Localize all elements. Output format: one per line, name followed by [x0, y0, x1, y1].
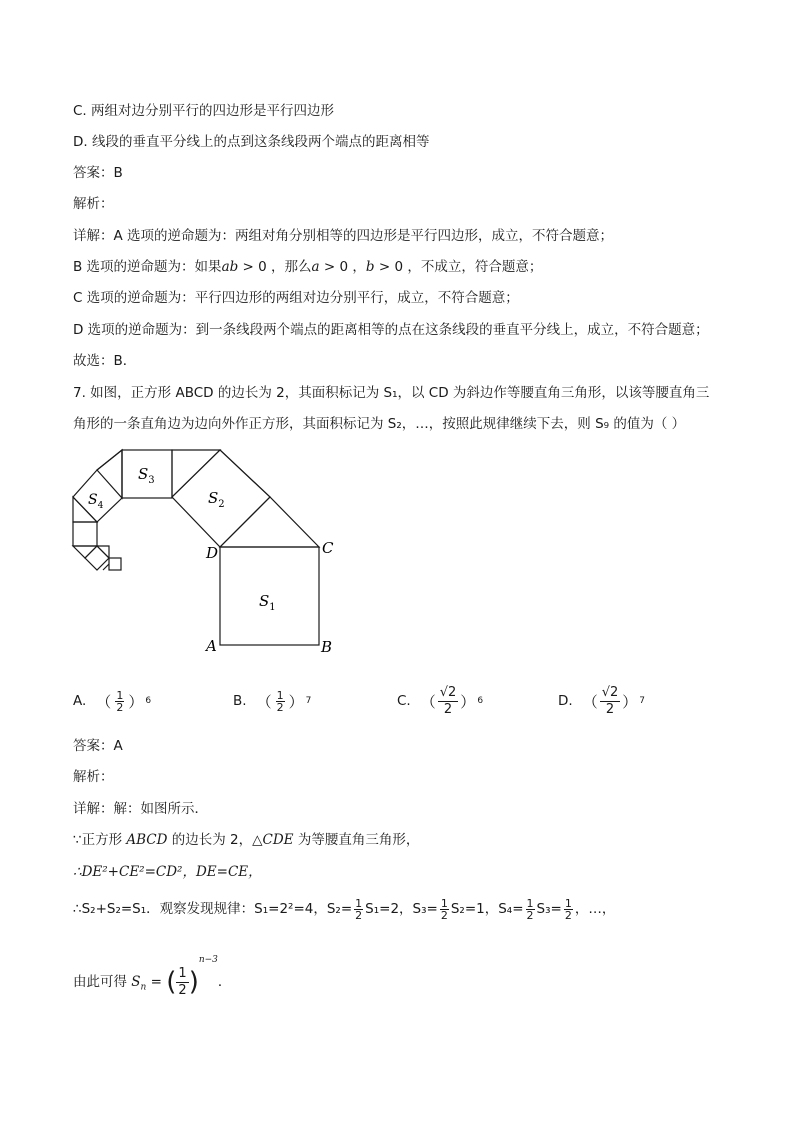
detail-intro: 详解：解：如图所示． — [73, 801, 208, 817]
detail-b-pre: B 选项的逆命题为：如果 — [73, 259, 222, 275]
question-7-line-1: 7. 如图，正方形 ABCD 的边长为 2，其面积标记为 S₁，以 CD 为斜边作等腰直角三角形，以该等腰直角三 — [73, 385, 710, 401]
choice-c-fraction: √2 2 — [439, 684, 457, 717]
question-7-line-2: 角形的一条直角边为边向外作正方形，其面积标记为 S₂，…，按照此规律继续下去，则 S₉ 的值为（ ） — [73, 416, 686, 432]
detail-b-mid2: > 0 ， — [319, 259, 366, 275]
choice-c[interactable]: C. （ √2 2 ） 6 — [397, 684, 484, 717]
detail-b-post: > 0 ，不成立，符合题意； — [374, 259, 543, 275]
detail-b-b: b — [365, 259, 375, 275]
square-s1 — [220, 547, 319, 645]
label-s3: $S_3$ — [138, 465, 155, 486]
choice-a-label: A. — [73, 693, 87, 709]
square-s4 — [73, 450, 122, 522]
abcd-label: ABCD — [126, 832, 168, 848]
option-d-text: D. 线段的垂直平分线上的点到这条线段两个端点的距离相等 — [73, 134, 430, 150]
detail-b-a: a — [311, 259, 320, 275]
label-s1: $S_1$ — [259, 592, 276, 613]
answer: 答案：A — [73, 738, 123, 754]
label-b: B — [321, 638, 333, 656]
detail-b — [73, 257, 542, 277]
choice-b[interactable]: B. （ $\frac{1}{2}$ ） 7 — [233, 688, 312, 714]
choice-a-fraction: $\frac{1}{2}$ — [116, 688, 124, 714]
detail-d: D 选项的逆命题为：到一条线段两个端点的距离相等的点在这条线段的垂直平分线上，成立，不符合题意； — [73, 322, 709, 338]
previous-answer: 答案：B — [73, 165, 123, 181]
label-c: C — [322, 539, 334, 557]
small-segment — [103, 564, 109, 570]
choice-c-label: C. — [397, 693, 411, 709]
choice-d-fraction: √2 2 — [601, 684, 619, 717]
label-s2: $S_2$ — [208, 489, 225, 510]
detail-c: C 选项的逆命题为：平行四边形的两组对边分别平行，成立，不符合题意； — [73, 290, 519, 306]
conclusion-line: 由此可得 $S_n$ = ( $\frac{1}{2}$ )$^{n-3}$． — [73, 955, 232, 998]
choice-b-fraction: $\frac{1}{2}$ — [276, 688, 284, 714]
previous-choice: 故选：B． — [73, 353, 137, 369]
choice-d-label: D. — [558, 693, 573, 709]
option-c-text: C. 两组对边分别平行的四边形是平行四边形 — [73, 103, 335, 119]
triangle-5 — [73, 546, 97, 558]
previous-analysis-label: 解析： — [73, 196, 114, 212]
therefore-line-2: ∴S₂+S₂=S₁．观察发现规律：S₁=2²=4，S₂= $\frac{1}{2}$ S₁=2，S₃= $\frac{1}{2}$ S₂=1，S₄= $\frac{1}{2}$ S₃= $\frac{1}{2}$ ，…， — [73, 896, 616, 922]
cde-label: △CDE — [252, 832, 294, 848]
triangle-3 — [97, 450, 122, 498]
square-s2-diagonal — [220, 450, 270, 497]
analysis-label: 解析： — [73, 769, 114, 785]
detail-b-mid1: > 0 ，那么 — [238, 259, 312, 275]
choice-b-exponent: 7 — [305, 696, 312, 706]
label-a: A — [206, 637, 217, 655]
detail-a: 详解：A 选项的逆命题为：两组对角分别相等的四边形是平行四边形，成立，不符合题意； — [73, 228, 614, 244]
choice-d[interactable]: D. （ √2 2 ） 7 — [558, 684, 646, 717]
therefore-line-1: ∴DE²+CE²=CD²，DE=CE， — [73, 864, 262, 880]
label-d: D — [206, 544, 219, 562]
triangle-6 — [97, 546, 109, 558]
choice-a-exponent: 6 — [145, 696, 152, 706]
choice-b-label: B. — [233, 693, 247, 709]
choice-a[interactable]: A. （ $\frac{1}{2}$ ） 6 — [73, 688, 152, 714]
square-s7 — [109, 558, 121, 570]
detail-b-ab: ab — [221, 259, 239, 275]
geometry-figure — [60, 440, 350, 665]
choice-c-exponent: 6 — [477, 696, 484, 706]
square-s6 — [85, 546, 109, 570]
choice-d-exponent: 7 — [639, 696, 646, 706]
triangle-cde — [220, 497, 319, 547]
square-s5 — [73, 522, 97, 546]
because-line: ∵正方形 ABCD 的边长为 2，△CDE 为等腰直角三角形， — [73, 832, 420, 848]
label-s4: $S_4$ — [88, 492, 104, 511]
